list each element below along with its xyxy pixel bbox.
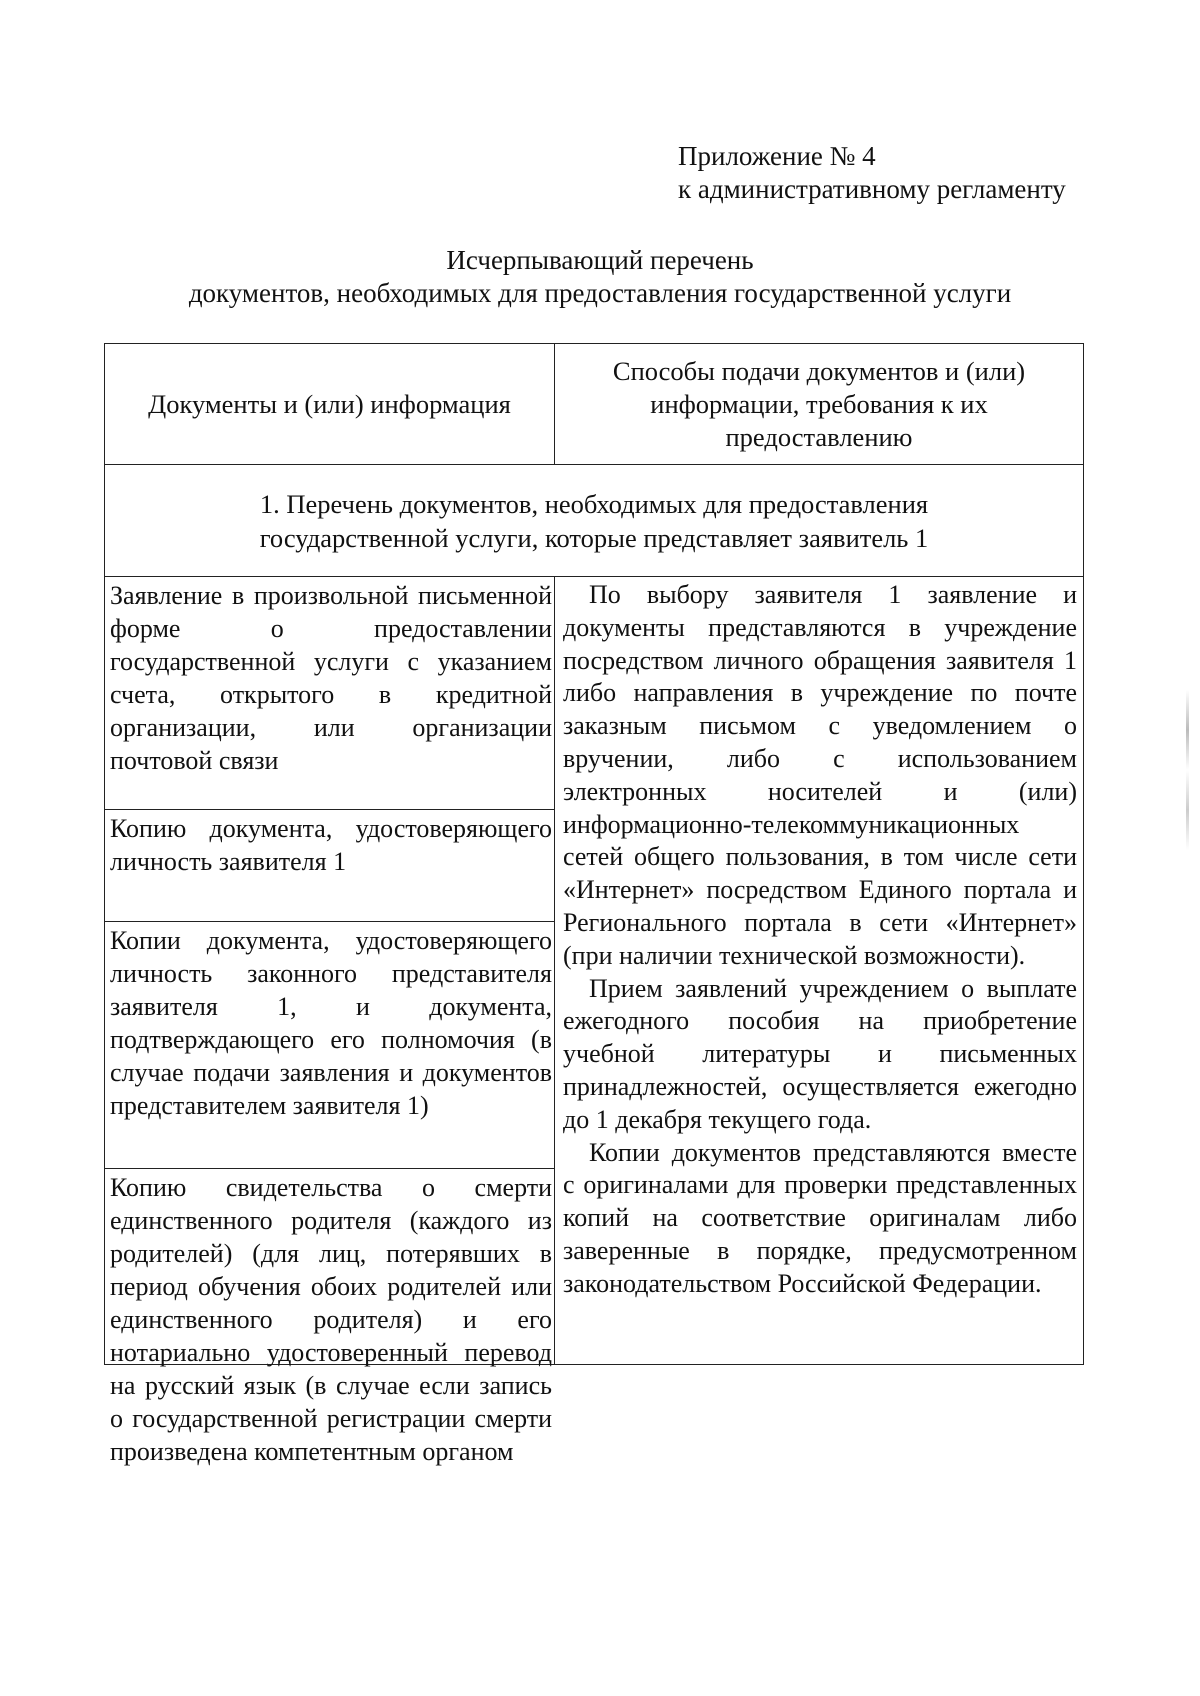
document-cell-identity-copy: Копию документа, удостоверяющего личность заявителя 1 (105, 810, 554, 922)
scan-artifact (1186, 690, 1189, 890)
appendix-number: Приложение № 4 (678, 141, 876, 171)
methods-paragraph-deadline: Прием заявлений учреждением о выплате ежегодного пособия на приобретение учебной литературы и письменных принадлежностей, осуществляется ежегодно до 1 декабря текущего года. (563, 973, 1077, 1134)
title-line-2: документов, необходимых для предоставления государственной услуги (188, 278, 1012, 308)
header-methods: Способы подачи документов и (или) информации, требования к их предоставлению (612, 355, 1026, 452)
documents-table (104, 343, 1084, 1466)
header-documents: Документы и (или) информация (105, 344, 555, 464)
methods-paragraph-submission: По выбору заявителя 1 заявление и документы представляются в учреждение посредством личного обращения заявителя 1 либо направления в учреждение по почте заказным письмом с уведомлением о вручении, либо с использованием электронных носителей и (или) информационно-телекоммуникационных сетей общего пользования, в том числе сети «Интернет» посредством Единого портала и Регионального портала в сети «Интернет» (при наличии технической возможности). (563, 580, 1077, 970)
title-line-1: Исчерпывающий перечень (446, 245, 754, 275)
methods-paragraph-copies: Копии документов представляются вместе с оригиналами для проверки представленных копий на соответствие оригиналам либо заверенные в порядке, предусмотренном законодательством Российской Федерации. (563, 1137, 1077, 1298)
documents-column (105, 577, 555, 1466)
document-cell-application: Заявление в произвольной письменной форме о предоставлении государственной услуги с указанием счета, открытого в кредитной организации, или организации почтовой связи (105, 577, 554, 810)
document-cell-death-certificate: Копию свидетельства о смерти единственного родителя (каждого из родителей) (для лиц, потерявших в период обучения обоих родителей или единственного родителя) и его нотариально удостоверенный перевод на русский язык (в случае если запись о государственной регистрации смерти произведена компетентным органом (110, 1173, 552, 1466)
table-header-row (105, 344, 1083, 465)
document-cell-representative-copy: Копии документа, удостоверяющего личность законного представителя заявителя 1, и документа, подтверждающего его полномочия (в случае подачи заявления и документов представителем заявителя 1) (105, 922, 554, 1169)
section-heading: 1. Перечень документов, необходимых для предоставления государственной услуги, которые представляет заявитель 1 (259, 488, 929, 553)
appendix-reference: к административному регламенту (678, 174, 1066, 204)
document-title (100, 244, 1100, 310)
methods-column (555, 577, 1083, 1364)
section-heading-row (105, 465, 1083, 577)
appendix-header (678, 140, 1066, 206)
